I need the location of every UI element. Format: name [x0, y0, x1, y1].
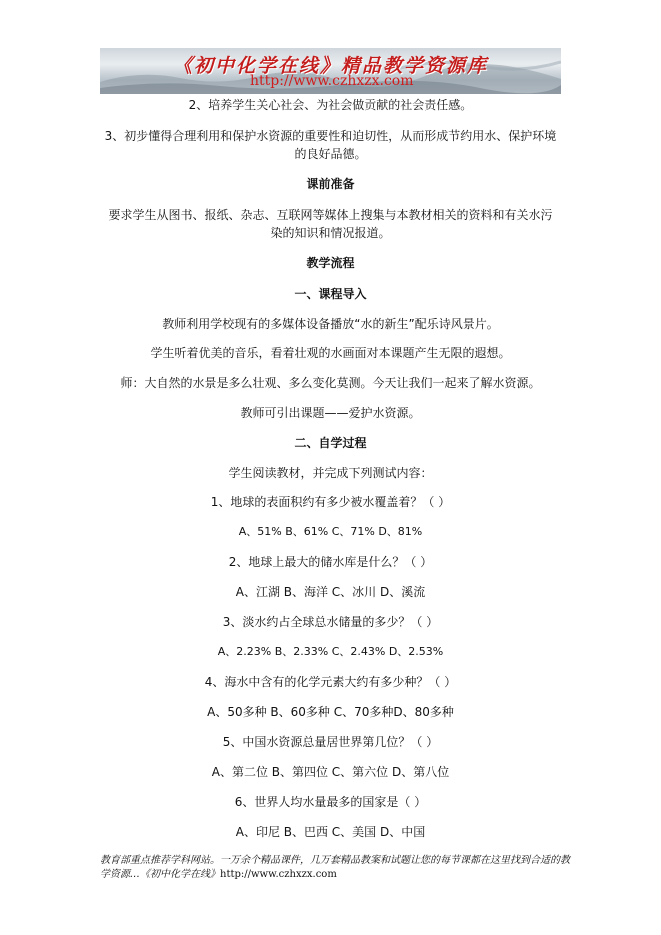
- intro-line-3: 师：大自然的水景是多么壮观、多么变化莫测。今天让我们一起来了解水资源。: [120, 376, 541, 390]
- prep-line-1: 要求学生从图书、报纸、杂志、互联网等媒体上搜集与本教材相关的资料和有关水污: [108, 208, 553, 222]
- site-title: 《初中化学在线》精品教学资源库: [172, 55, 488, 77]
- goal-3-line-2: 的良好品德。: [294, 147, 367, 161]
- question-4: 4、海水中含有的化学元素大约有多少种？（ ）: [204, 675, 457, 689]
- site-url[interactable]: http://www.czhxzx.com: [250, 73, 414, 89]
- question-3: 3、淡水约占全球总水储量的多少？（ ）: [222, 615, 439, 629]
- goal-2: 2、培养学生关心社会、为社会做贡献的社会责任感。: [188, 98, 473, 112]
- intro-line-1: 教师利用学校现有的多媒体设备播放“水的新生”配乐诗风景片。: [162, 317, 499, 331]
- question-6-options: A、印尼 B、巴西 C、美国 D、中国: [235, 825, 426, 839]
- footer-link[interactable]: http://www.czhxzx.com: [220, 869, 337, 880]
- prep-line-2: 染的知识和情况报道。: [270, 226, 391, 240]
- question-2-options: A、江湖 B、海洋 C、冰川 D、溪流: [235, 585, 426, 599]
- section-2-heading: 二、自学过程: [294, 436, 367, 450]
- question-2: 2、地球上最大的储水库是什么？（ ）: [228, 555, 433, 569]
- question-5-options: A、第二位 B、第四位 C、第六位 D、第八位: [211, 765, 450, 779]
- goal-3-line-1: 3、初步懂得合理利用和保护水资源的重要性和迫切性，从而形成节约用水、保护环境: [104, 129, 557, 143]
- process-heading: 教学流程: [306, 256, 355, 270]
- question-1: 1、地球的表面积约有多少被水覆盖着？（ ）: [210, 495, 451, 509]
- question-6: 6、世界人均水量最多的国家是（ ）: [234, 795, 427, 809]
- intro-line-4: 教师可引出课题——爱护水资源。: [240, 406, 421, 420]
- intro-line-2: 学生听着优美的音乐，看着壮观的水画面对本课题产生无限的遐想。: [150, 346, 511, 360]
- question-3-options: A、2.23% B、2.33% C、2.43% D、2.53%: [217, 645, 444, 658]
- footer: [100, 854, 570, 882]
- prep-heading: 课前准备: [306, 177, 355, 191]
- question-5: 5、中国水资源总量居世界第几位？（ ）: [222, 735, 439, 749]
- question-1-options: A、51% B、61% C、71% D、81%: [238, 525, 423, 538]
- self-study-intro: 学生阅读教材，并完成下列测试内容：: [228, 466, 433, 480]
- section-1-heading: 一、课程导入: [294, 287, 367, 301]
- header-banner: [100, 48, 561, 94]
- question-4-options: A、50多种 B、60多种 C、70多种D、80多种: [207, 705, 454, 719]
- footer-text: 教育部重点推荐学科网站。一万余个精品课件，几万套精品教案和试题让您的每节课都在这里找到合适的教学资源…《初中化学在线》: [100, 855, 570, 880]
